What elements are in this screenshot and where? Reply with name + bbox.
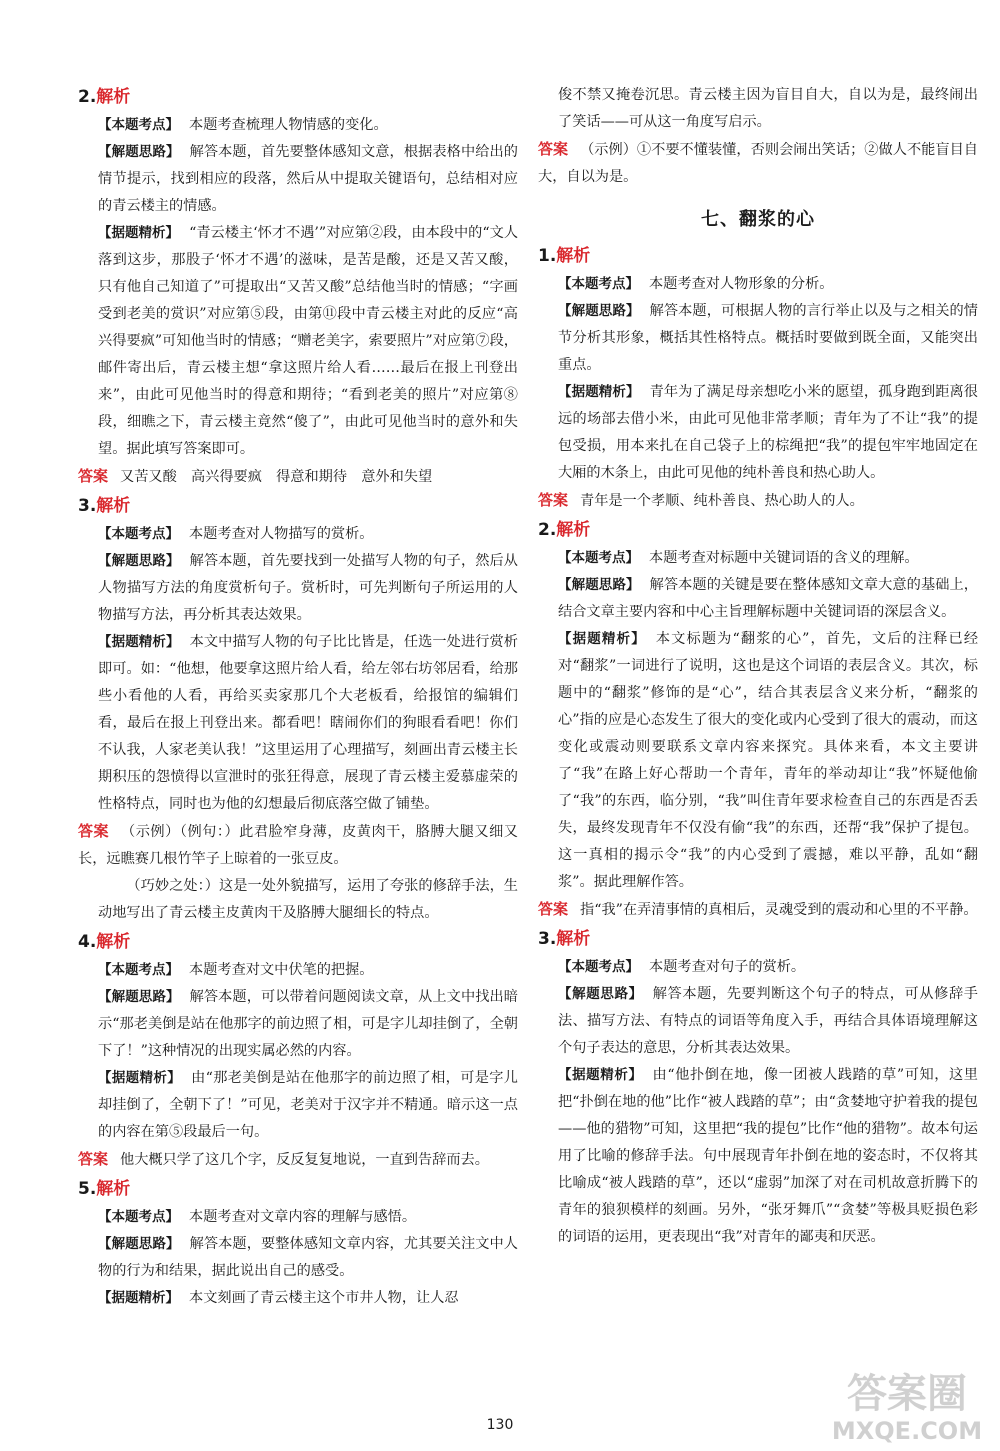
- detailed-analysis-text: 青年为了满足母亲想吃小米的愿望，孤身跑到距离很远的场部去借小米，由此可见他非常孝顺；青年为了不让“我”的提包受损，用本来扎在自己袋子上的棕绳把“我”的提包牢牢地固定在大厢的木条上，由此可见他的纯朴善良和热心助人。: [558, 384, 978, 481]
- question-2-heading: [538, 517, 978, 543]
- solution-idea: [538, 981, 978, 1062]
- detailed-analysis: [538, 1062, 978, 1251]
- question-title: 解析: [556, 520, 591, 540]
- detailed-analysis: [78, 1285, 518, 1312]
- exam-point-text: 本题考查对人物描写的赏析。: [189, 526, 374, 542]
- solution-idea-text: 解答本题，先要判断这个句子的特点，可从修辞手法、描写方法、有特点的词语等角度入手，再结合具体语境理解这个句子表达的意思，分析其表达效果。: [558, 986, 978, 1056]
- question-number: 5.: [78, 1179, 97, 1199]
- watermark-line-2: MXQE.COM: [831, 1417, 983, 1445]
- exam-point-text: 本题考查梳理人物情感的变化。: [189, 117, 388, 133]
- question-title: 解析: [556, 929, 591, 949]
- exam-point-tag: 【本题考点】: [98, 526, 179, 542]
- left-column: [78, 82, 518, 1312]
- detailed-analysis-text: 本文刻画了青云楼主这个市井人物，让人忍: [189, 1290, 459, 1306]
- detailed-analysis-tag: 【据题精析】: [98, 225, 180, 241]
- question-title: 解析: [556, 246, 591, 266]
- detailed-analysis: [78, 220, 518, 463]
- exam-point: [78, 112, 518, 139]
- solution-idea: [78, 139, 518, 220]
- answer-label: 答案: [78, 822, 110, 840]
- solution-idea-tag: 【解题思路】: [558, 986, 643, 1002]
- question-title: 解析: [96, 87, 131, 107]
- detailed-analysis: [538, 626, 978, 896]
- question-title: 解析: [96, 496, 131, 516]
- detailed-analysis-text: 由“那老美倒是站在他那字的前边照了相，可是字儿却挂倒了，全朝下了！”可见，老美对于汉字并不精通。暗示这一点的内容在第⑤段最后一句。: [98, 1070, 518, 1140]
- question-5-heading: [78, 1176, 518, 1202]
- page-number: 130: [486, 1417, 514, 1433]
- detailed-analysis: [78, 1065, 518, 1146]
- exam-point-tag: 【本题考点】: [98, 117, 179, 133]
- detailed-analysis-tag: 【据题精析】: [98, 634, 180, 650]
- exam-point-text: 本题考查对人物形象的分析。: [649, 276, 834, 292]
- solution-idea-tag: 【解题思路】: [98, 1236, 180, 1252]
- answer-text: （示例）①不要不懂装懂，否则会闹出笑话；②做人不能盲目自大，自以为是。: [538, 142, 978, 185]
- solution-idea-text: 解答本题的关键是要在整体感知文章大意的基础上，结合文章主要内容和中心主旨理解标题中关键词语的深层含义。: [558, 577, 978, 620]
- answer: [538, 896, 978, 924]
- exam-point: [538, 545, 978, 572]
- question-3-heading: [78, 493, 518, 519]
- solution-idea: [78, 984, 518, 1065]
- solution-idea-text: 解答本题，可以带着问题阅读文章，从上文中找出暗示“那老美倒是站在他那字的前边照了相，可是字儿却挂倒了，全朝下了！”这种情况的出现实属必然的内容。: [98, 989, 518, 1059]
- solution-idea-tag: 【解题思路】: [558, 577, 640, 593]
- exam-point: [78, 521, 518, 548]
- question-number: 1.: [538, 246, 557, 266]
- answer-label: 答案: [538, 900, 569, 918]
- carried-over-text: [538, 82, 978, 136]
- detailed-analysis-text: 本文中描写人物的句子比比皆是，任选一处进行赏析即可。如：“他想，他要拿这照片给人看，给左邻右坊邻居看，给那些小看他的人看，再给买卖家那几个大老板看，给报馆的编辑们看，最后在报上刊登出来。都看吧！瞎闹你们的狗眼看看吧！你们不认我，人家老美认我！”这里运用了心理描写，刻画出青云楼主长期积压的怨愤得以宣泄时的张狂得意，展现了青云楼主爱慕虚荣的性格特点，同时也为他的幻想最后彻底落空做了铺垫。: [98, 634, 518, 812]
- detailed-analysis-tag: 【据题精析】: [98, 1290, 179, 1306]
- question-number: 2.: [78, 87, 97, 107]
- answer-label: 答案: [538, 140, 569, 158]
- answer-text: 他大概只学了这几个字，反反复复地说，一直到告辞而去。: [120, 1152, 489, 1168]
- answer-text-2: （巧妙之处：）这是一处外貌描写，运用了夸张的修辞手法，生动地写出了青云楼主皮黄肉干及胳膊大腿细长的特点。: [98, 878, 518, 921]
- answer: [538, 487, 978, 515]
- detailed-analysis-tag: 【据题精析】: [98, 1070, 182, 1086]
- question-4-heading: [78, 929, 518, 955]
- question-number: 3.: [538, 929, 557, 949]
- question-2-heading: [78, 84, 518, 110]
- exam-point-text: 本题考查对句子的赏析。: [649, 959, 806, 975]
- answer-label: 答案: [538, 491, 569, 509]
- solution-idea: [78, 548, 518, 629]
- answer-text: （示例）（例句：）此君脸窄身薄，皮黄肉干，胳膊大腿又细又长，远瞧赛几根竹竿子上晾着的一张豆皮。: [78, 824, 518, 867]
- question-1-heading: [538, 243, 978, 269]
- exam-point-tag: 【本题考点】: [98, 962, 179, 978]
- answer-text: 青年是一个孝顺、纯朴善良、热心助人的人。: [580, 493, 864, 509]
- question-3-heading: [538, 926, 978, 952]
- carried-over-paragraph: 俊不禁又掩卷沉思。青云楼主因为盲目自大，自以为是，最终闹出了笑话——可从这一角度写启示。: [558, 87, 978, 130]
- solution-idea-tag: 【解题思路】: [98, 553, 180, 569]
- detailed-analysis-tag: 【据题精析】: [558, 1067, 643, 1083]
- question-number: 3.: [78, 496, 97, 516]
- solution-idea: [538, 572, 978, 626]
- section-title: 七、翻浆的心: [701, 209, 815, 230]
- exam-point-tag: 【本题考点】: [98, 1209, 179, 1225]
- watermark-line-1: 答案圈: [847, 1371, 967, 1417]
- question-number: 2.: [538, 520, 557, 540]
- solution-idea-text: 解答本题，可根据人物的言行举止以及与之相关的情节分析其形象，概括其性格特点。概括时要做到既全面，又能突出重点。: [558, 303, 978, 373]
- question-number: 4.: [78, 932, 97, 952]
- answer: [78, 1146, 518, 1174]
- answer-text: 又苦又酸 高兴得要疯 得意和期待 意外和失望: [120, 469, 433, 485]
- exam-point: [78, 957, 518, 984]
- exam-point-tag: 【本题考点】: [558, 276, 639, 292]
- exam-point-text: 本题考查对文中伏笔的把握。: [189, 962, 374, 978]
- detailed-analysis: [78, 629, 518, 818]
- answer: [538, 136, 978, 191]
- exam-point: [538, 271, 978, 298]
- exam-point-tag: 【本题考点】: [558, 959, 639, 975]
- answer-continuation: [78, 873, 518, 927]
- solution-idea-text: 解答本题，首先要找到一处描写人物的句子，然后从人物描写方法的角度赏析句子。赏析时，可先判断句子所运用的人物描写方法，再分析其表达效果。: [98, 553, 518, 623]
- exam-point-tag: 【本题考点】: [558, 550, 639, 566]
- answer-label: 答案: [78, 1150, 109, 1168]
- solution-idea-tag: 【解题思路】: [98, 989, 180, 1005]
- solution-idea-tag: 【解题思路】: [98, 144, 180, 160]
- exam-point-text: 本题考查对文章内容的理解与感悟。: [189, 1209, 417, 1225]
- solution-idea: [78, 1231, 518, 1285]
- detailed-analysis: [538, 379, 978, 487]
- right-column: [538, 82, 978, 1251]
- detailed-analysis-tag: 【据题精析】: [558, 631, 646, 647]
- solution-idea: [538, 298, 978, 379]
- answer: [78, 818, 518, 873]
- watermark-logo: [822, 1359, 992, 1449]
- detailed-analysis-text: “青云楼主‘怀才不遇’”对应第②段，由本段中的“文人落到这步，那股子‘怀才不遇’的滋味，是苦是酸，还是又苦又酸，只有他自己知道了”可提取出“又苦又酸”总结他当时的情感；“字画受到老美的赏识”对应第⑤段，由第⑪段中青云楼主对此的反应“高兴得要疯”可知他当时的情感；“赠老美字，索要照片”对应第⑦段，邮件寄出后，青云楼主想“拿这照片给人看……最后在报上刊登出来”，由此可见他当时的得意和期待；“看到老美的照片”对应第⑧段，细瞧之下，青云楼主竟然“傻了”，由此可见他当时的意外和失望。据此填写答案即可。: [98, 225, 519, 457]
- solution-idea-tag: 【解题思路】: [558, 303, 640, 319]
- answer: [78, 463, 518, 491]
- solution-idea-text: 解答本题，要整体感知文章内容，尤其要关注文中人物的行为和结果，据此说出自己的感受。: [98, 1236, 518, 1279]
- question-title: 解析: [96, 1179, 131, 1199]
- exam-point-text: 本题考查对标题中关键词语的含义的理解。: [649, 550, 919, 566]
- question-title: 解析: [96, 932, 131, 952]
- exam-point: [538, 954, 978, 981]
- solution-idea-text: 解答本题，首先要整体感知文意，根据表格中给出的情节提示，找到相应的段落，然后从中提取关键语句，总结相对应的青云楼主的情感。: [98, 144, 518, 214]
- detailed-analysis-text: 本文标题为“翻浆的心”，首先，文后的注释已经对“翻浆”一词进行了说明，这也是这个词语的表层含义。其次，标题中的“翻浆”修饰的是“心”，结合其表层含义来分析，“翻浆的心”指的应是心态发生了很大的变化或内心受到了很大的震动，而这变化或震动则要联系文章内容来探究。具体来看，本文主要讲了“我”在路上好心帮助一个青年，青年的举动却让“我”怀疑他偷了“我”的东西，临分别，“我”叫住青年要求检查自己的东西是否丢失，最终发现青年不仅没有偷“我”的东西，还帮“我”保护了提包。这一真相的揭示令“我”的内心受到了震撼，难以平静，乱如“翻浆”。据此理解作答。: [558, 631, 979, 890]
- detailed-analysis-tag: 【据题精析】: [558, 384, 640, 400]
- exam-point: [78, 1204, 518, 1231]
- answer-text: 指“我”在弄清事情的真相后，灵魂受到的震动和心里的不平静。: [580, 902, 978, 918]
- detailed-analysis-text: 由“他扑倒在地，像一团被人践踏的草”可知，这里把“扑倒在地的他”比作“被人践踏的草”；由“贪婪地守护着我的提包——他的猎物”可知，这里把“我的提包”比作“他的猎物”。故本句运用了比喻的修辞手法。句中展现青年扑倒在地的姿态时，不仅将其比喻成“被人践踏的草”，还以“虚弱”加深了对在司机故意折腾下的青年的狼狈模样的刻画。另外，“张牙舞爪”“贪婪”等极具贬损色彩的词语的运用，更表现出“我”对青年的鄙夷和厌恶。: [558, 1067, 978, 1245]
- answer-label: 答案: [78, 467, 109, 485]
